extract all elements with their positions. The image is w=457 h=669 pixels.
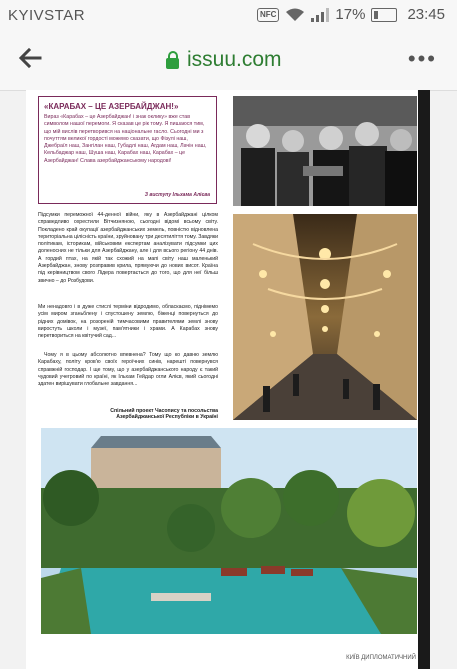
battery-icon <box>371 8 397 22</box>
photo-press-conference <box>233 96 417 206</box>
clock: 23:45 <box>407 6 445 23</box>
article-paragraph-3: Чому я в цьому абсолютно впевнена? Тому що ко давню землю Карабаху, політу кров'ю своїх героїчних синів, нарешті повернувся справжній господар. І ще тому, що у азербайджанського народу є такий чудовий учегровий по країні, як Ільхам Гейдар огли Алієв, який сьогодні здатен вирішувати глобальне завдання... <box>38 352 218 388</box>
article-paragraph-1: Підсумки переможної 44-денної війни, яку в Азербайджані цілком справедливо охрестили Вітчизняною, сьогодні відомі всьому світу. Покладено край окупації азербайджанських земель, повністю відновлена територіальна цілісність країни, зруйновану три десятиліття тому. Завдяки політикам, історикам, військовим експертам аналізувати підсумки цих доленосних не тільки для Азербайджану, але і для всього регіону 44 днів. А гордий птах, на якій так схожий на мапі світу наш маленький Азербайджан, знову розправив крила, прямуючи до нових висот. Країна під керівництвом свого Лідера повертається до того, що для неї більш звично – до Розбудови. <box>38 212 218 284</box>
page-footer: КИЇВ ДИПЛОМАТИЧНИЙ <box>346 655 416 661</box>
carrier-name: KYIVSTAR <box>8 7 86 24</box>
quote-box <box>38 96 217 204</box>
arrow-left-icon[interactable] <box>18 46 42 74</box>
article-paragraph-2: Ми ненадовго і в дуже стислі терміни відродимо, обласкаємо, піднімемо усім миром зганьблену і спустошену землю, біженці повернуться до рідних домівок, на розореній тимчасовими правителями землі знову виростуть школи і музеї, пам'ятники і храми. А Карабах знову перетвориться на квітучий сад... <box>38 304 218 340</box>
page-edge-strip <box>418 90 430 669</box>
quote-title: «КАРАБАХ – ЦЕ АЗЕРБАЙДЖАН!» <box>44 102 179 111</box>
more-dots-icon[interactable]: ••• <box>407 46 437 71</box>
photo-illuminated-street <box>233 214 417 420</box>
quote-source: З виступу Ільхама Алієва <box>144 192 210 198</box>
magazine-page[interactable] <box>26 90 430 669</box>
browser-toolbar <box>0 32 457 91</box>
signal-icon <box>311 8 329 22</box>
article-credit: Спільний проект Часопису та посольства Азербайджанської Республіки в Україні <box>110 408 218 420</box>
quote-body: Вираз «Карабах – це Азербайджан! і знак оклику» вже став символом нашої перемоги. Я сказав це рік тому. Я пишаюся тим, що мій вислів перетворився на національне гасло. Сьогодні ми з почуттям великої гордості можемо сказати, що Фізулі наш, Джебраїл наш, Зангілан наш, Губадлі наш, Агдам наш, Лачін наш, Кельбаджар наш, Шуша наш, Карабах наш, Карабах – це Азербайджан! Слава азербайджанському народові! <box>44 114 207 164</box>
nfc-icon: NFC <box>257 8 279 22</box>
status-bar <box>0 0 457 32</box>
battery-percent: 17% <box>335 6 366 23</box>
lock-icon <box>166 58 179 69</box>
url-text: issuu.com <box>187 48 282 71</box>
url-bar[interactable] <box>166 48 282 72</box>
wifi-icon <box>285 8 305 22</box>
status-icons <box>257 6 445 23</box>
photo-seaside-park <box>41 428 417 634</box>
